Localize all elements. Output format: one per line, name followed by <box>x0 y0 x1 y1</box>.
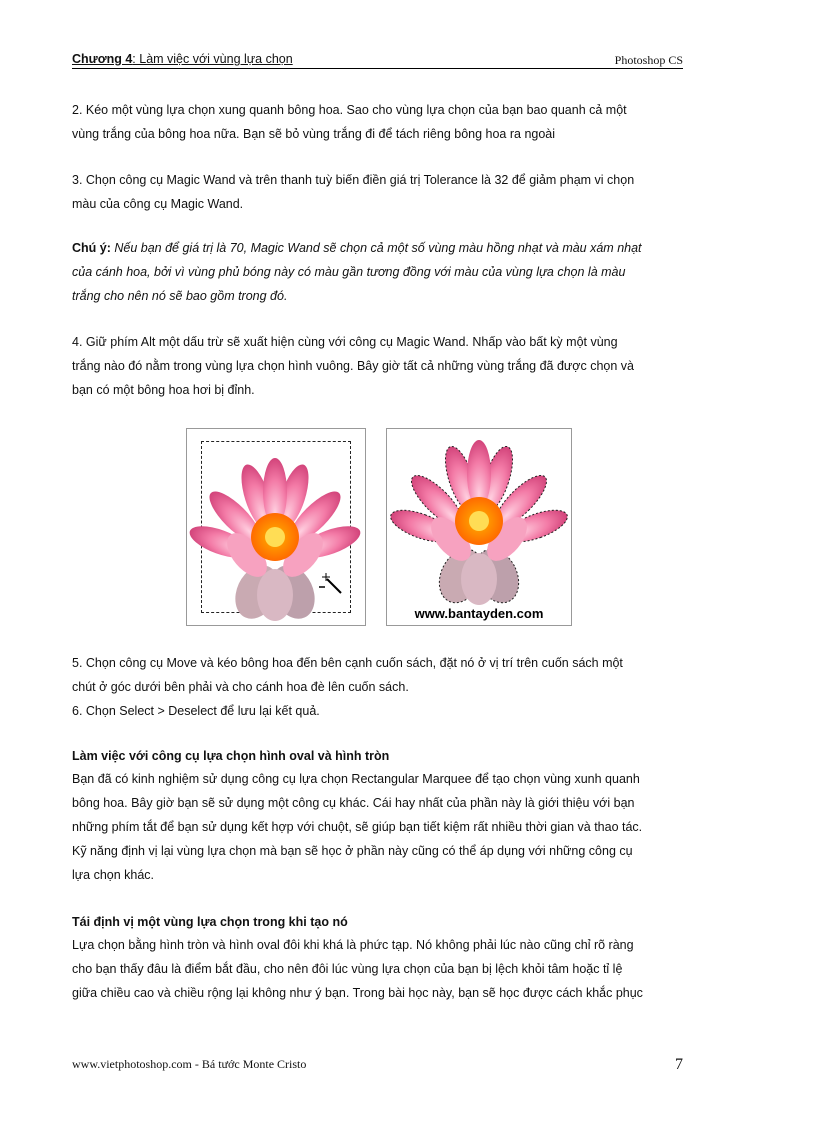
lotus-flower-selected-image <box>387 429 571 625</box>
text-line: 4. Giữ phím Alt một dấu trừ sẽ xuất hiện cùng với công cụ Magic Wand. Nhấp vào bất kỳ một vùng <box>72 335 618 349</box>
magic-wand-minus-icon <box>319 571 343 595</box>
footer-source: www.vietphotoshop.com - Bá tước Monte Cristo <box>72 1057 307 1071</box>
text-line: vùng trắng của bông hoa nữa. Bạn sẽ bỏ vùng trắng đi để tách riêng bông hoa ra ngoài <box>72 127 556 141</box>
text-line: những phím tắt để bạn sử dụng kết hợp với chuột, sẽ giúp bạn tiết kiệm rất nhiều thời gian và thao tác. <box>72 820 643 834</box>
figure-flower-selection <box>386 428 572 626</box>
section-heading-reposition: Tái định vị một vùng lựa chọn trong khi tạo nó <box>72 915 348 929</box>
text-line: trắng cho nên nó sẽ bao gồm trong đó. <box>72 289 288 303</box>
text-line: Lựa chọn bằng hình tròn và hình oval đôi khi khá là phức tạp. Nó không phải lúc nào cũng chỉ rõ ràng <box>72 938 634 952</box>
watermark-text: www.bantayden.com <box>414 606 544 621</box>
section-body-reposition <box>72 933 687 1005</box>
note-label: Chú ý: <box>72 241 111 255</box>
page-header <box>72 52 683 69</box>
text-line: 6. Chọn Select > Deselect để lưu lại kết quả. <box>72 704 320 718</box>
text-line: giữa chiều cao và chiều rộng lại không như ý bạn. Trong bài học này, bạn sẽ học được cách khắc phục <box>72 986 643 1000</box>
figure-rect-selection <box>186 428 366 626</box>
text-line: Nếu bạn để giá trị là 70, Magic Wand sẽ chọn cả một số vùng màu hồng nhạt và màu xám nhạt <box>110 241 642 255</box>
text-line: 2. Kéo một vùng lựa chọn xung quanh bông hoa. Sao cho vùng lựa chọn của bạn bao quanh cả một <box>72 103 627 117</box>
step-4-paragraph <box>72 330 687 402</box>
chapter-number: Chương 4 <box>72 52 133 66</box>
text-line: Bạn đã có kinh nghiệm sử dụng công cụ lựa chọn Rectangular Marquee để tạo chọn vùng xunh quanh <box>72 772 640 786</box>
lotus-flower-image <box>187 429 365 625</box>
text-line: màu của công cụ Magic Wand. <box>72 197 244 211</box>
page-footer <box>72 1057 683 1072</box>
chapter-title <box>72 52 293 66</box>
text-line: bạn có một bông hoa hơi bị đỉnh. <box>72 383 255 397</box>
chapter-name: : Làm việc với vùng lựa chọn <box>132 52 293 66</box>
text-line: lựa chọn khác. <box>72 868 155 882</box>
text-line: cho bạn thấy đâu là điểm bắt đầu, cho nên đôi lúc vùng lựa chọn của bạn bị lệch khỏi tâm hoặc tỉ lệ <box>72 962 623 976</box>
text-line: 3. Chọn công cụ Magic Wand và trên thanh tuỳ biến điền giá trị Tolerance là 32 để giảm phạm vi chọn <box>72 173 635 187</box>
section-body-oval <box>72 767 687 887</box>
text-line: của cánh hoa, bởi vì vùng phủ bóng này có màu gần tương đồng với màu của vùng lựa chọn là màu <box>72 265 626 279</box>
product-name: Photoshop CS <box>614 53 683 67</box>
text-line: trắng nào đó nằm trong vùng lựa chọn hình vuông. Bây giờ tất cả những vùng trắng đã được chọn và <box>72 359 634 373</box>
page-number: 7 <box>675 1056 683 1073</box>
text-line: chút ở góc dưới bên phải và cho cánh hoa đè lên cuốn sách. <box>72 680 409 694</box>
text-line: 5. Chọn công cụ Move và kéo bông hoa đến bên cạnh cuốn sách, đặt nó ở vị trí trên cuốn sách một <box>72 656 623 670</box>
step-3-paragraph <box>72 168 687 216</box>
step-2-paragraph <box>72 98 687 146</box>
section-heading-oval: Làm việc với công cụ lựa chọn hình oval và hình tròn <box>72 749 390 763</box>
note-paragraph <box>72 236 687 308</box>
text-line: bông hoa. Bây giờ bạn sẽ sử dụng một công cụ khác. Cái hay nhất của phần này là giới thiệu với bạn <box>72 796 635 810</box>
step-5-6-paragraph <box>72 651 687 723</box>
text-line: Kỹ năng định vị lại vùng lựa chọn mà bạn sẽ học ở phần này cũng có thể áp dụng với những công cụ <box>72 844 633 858</box>
